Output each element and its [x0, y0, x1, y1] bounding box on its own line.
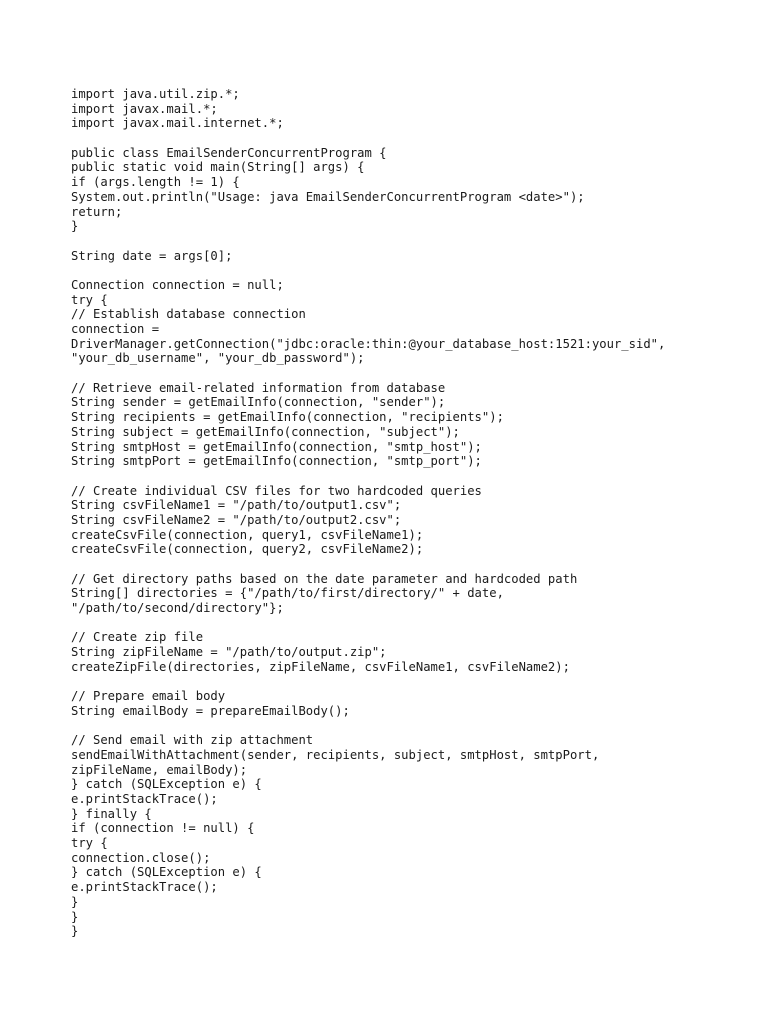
code-line: } finally { — [71, 806, 152, 821]
code-line: System.out.println("Usage: java EmailSenderConcurrentProgram <date>"); — [71, 189, 585, 204]
code-line: import java.util.zip.*; — [71, 87, 240, 101]
code-line — [71, 366, 751, 381]
code-line: createCsvFile(connection, query1, csvFileName1); — [71, 527, 424, 542]
code-line — [71, 131, 751, 146]
code-line: "your_db_username", "your_db_password"); — [71, 351, 365, 366]
code-line — [71, 263, 751, 278]
code-line: createCsvFile(connection, query2, csvFileName2); — [71, 542, 424, 557]
code-line — [71, 616, 751, 631]
code-line: String emailBody = prepareEmailBody(); — [71, 703, 350, 718]
code-line — [71, 234, 751, 249]
code-listing — [71, 87, 751, 939]
code-line: import javax.mail.internet.*; — [71, 116, 284, 131]
code-line: sendEmailWithAttachment(sender, recipients, subject, smtpHost, smtpPort, — [71, 747, 600, 762]
code-line: } — [71, 924, 79, 939]
code-line: // Create zip file — [71, 630, 204, 645]
code-line: String sender = getEmailInfo(connection, "sender"); — [71, 395, 446, 410]
code-line: e.printStackTrace(); — [71, 880, 218, 895]
code-line: String smtpHost = getEmailInfo(connection, "smtp_host"); — [71, 439, 482, 454]
code-line: // Establish database connection — [71, 307, 306, 322]
code-line: } — [71, 219, 79, 234]
code-line: e.printStackTrace(); — [71, 792, 218, 806]
code-line: // Prepare email body — [71, 689, 226, 704]
code-line: if (args.length != 1) { — [71, 175, 240, 190]
code-line: // Retrieve email-related information from database — [71, 380, 446, 395]
code-line: public class EmailSenderConcurrentProgram { — [71, 145, 387, 160]
code-line — [71, 557, 751, 572]
code-line: // Create individual CSV files for two hardcoded queries — [71, 483, 482, 498]
code-line: zipFileName, emailBody); — [71, 762, 248, 777]
code-line: } — [71, 894, 79, 909]
code-line — [71, 675, 751, 690]
code-line — [71, 469, 751, 484]
code-line: try { — [71, 836, 108, 851]
code-line: import javax.mail.*; — [71, 101, 218, 116]
code-line: } — [71, 909, 79, 924]
code-line: // Get directory paths based on the date parameter and hardcoded path — [71, 571, 578, 586]
code-line: DriverManager.getConnection("jdbc:oracle:thin:@your_database_host:1521:your_sid", — [71, 336, 666, 351]
code-line: connection.close(); — [71, 850, 211, 865]
code-line: public static void main(String[] args) { — [71, 160, 365, 175]
code-line: if (connection != null) { — [71, 821, 255, 836]
code-line: String csvFileName1 = "/path/to/output1.csv"; — [71, 498, 402, 513]
code-line: "/path/to/second/directory"}; — [71, 601, 284, 616]
code-line — [71, 719, 751, 734]
code-line: String subject = getEmailInfo(connection, "subject"); — [71, 424, 460, 439]
code-line: // Send email with zip attachment — [71, 733, 314, 748]
code-line: connection = — [71, 322, 160, 336]
code-line: return; — [71, 204, 123, 219]
code-line: String csvFileName2 = "/path/to/output2.csv"; — [71, 512, 402, 527]
code-line: String[] directories = {"/path/to/first/directory/" + date, — [71, 586, 504, 601]
code-line: Connection connection = null; — [71, 277, 284, 292]
code-line: try { — [71, 292, 108, 307]
code-line: String smtpPort = getEmailInfo(connection, "smtp_port"); — [71, 454, 482, 469]
code-line: } catch (SQLException e) { — [71, 865, 262, 880]
code-line: String date = args[0]; — [71, 248, 233, 263]
code-line: String recipients = getEmailInfo(connection, "recipients"); — [71, 410, 504, 425]
code-line: String zipFileName = "/path/to/output.zip"; — [71, 645, 387, 660]
code-line: } catch (SQLException e) { — [71, 777, 262, 792]
code-line: createZipFile(directories, zipFileName, csvFileName1, csvFileName2); — [71, 659, 570, 674]
